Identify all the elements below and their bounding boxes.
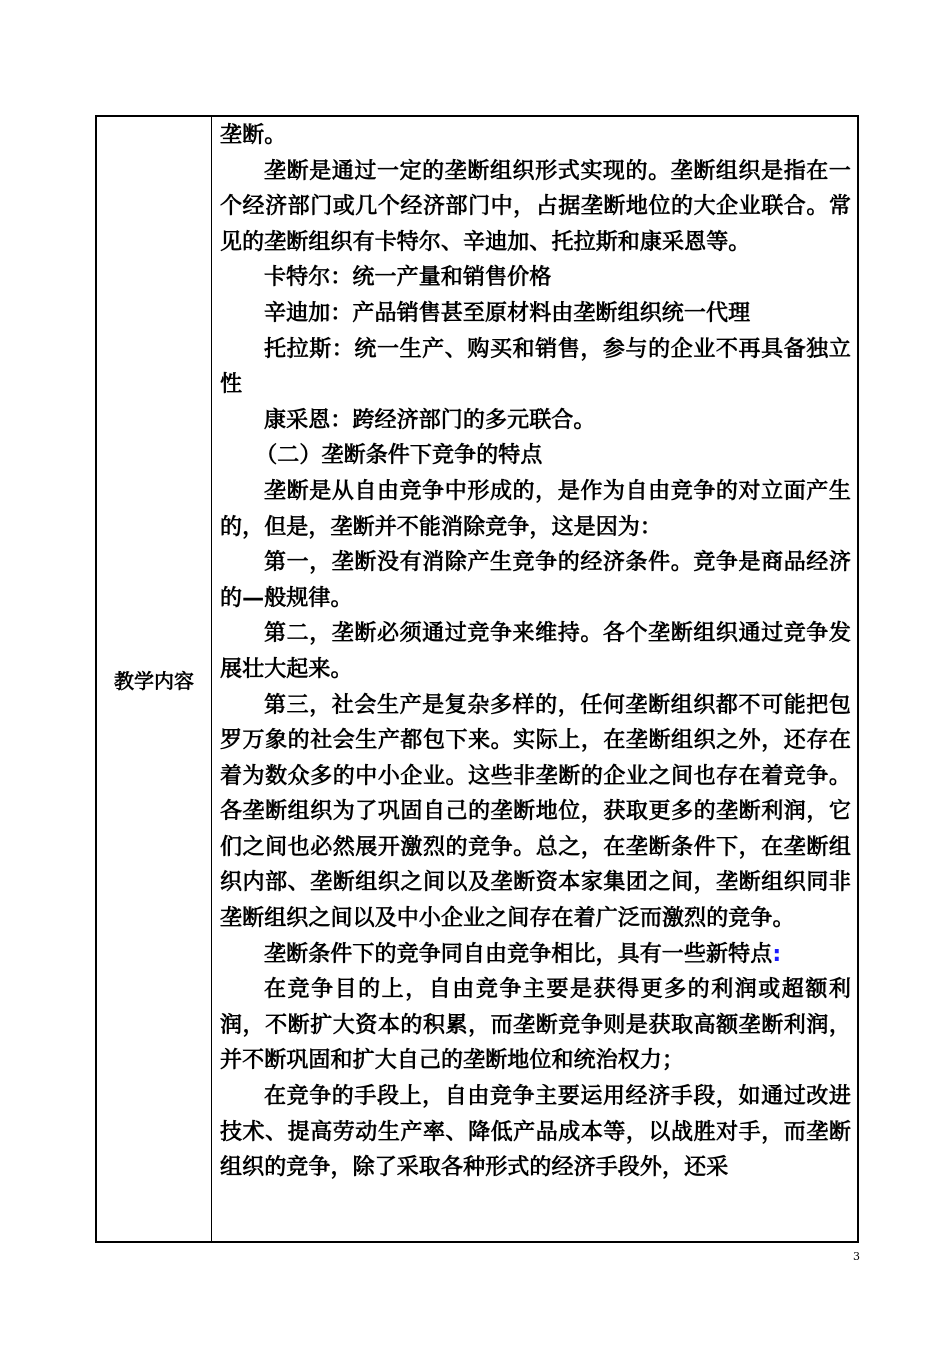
paragraph-2: 卡特尔：统一产量和销售价格 xyxy=(264,265,552,291)
accent-colon: : xyxy=(772,941,782,967)
section-heading: （二）垄断条件下竞争的特点 xyxy=(255,443,543,469)
paragraph-11 xyxy=(220,937,851,973)
paragraph-1: 垄断是通过一定的垄断组织形式实现的。垄断组织是指在一个经济部门或几个经济部门中，占据垄断地位的大企业联合。常见的垄断组织有卡特尔、辛迪加、托拉斯和康采恩等。 xyxy=(220,158,851,255)
label-cell xyxy=(97,117,212,1241)
paragraph-5: 康采恩：跨经济部门的多元联合。 xyxy=(264,407,596,433)
paragraph-0: 垄断。 xyxy=(220,123,287,148)
page-number: 3 xyxy=(853,1250,860,1263)
content-cell xyxy=(212,117,857,1241)
row-label: 教学内容 xyxy=(114,668,194,693)
paragraph-11-text: 垄断条件下的竞争同自由竞争相比，具有一些新特点 xyxy=(264,941,773,967)
paragraph-10: 第三，社会生产是复杂多样的，任何垄断组织都不可能把包罗万象的社会生产都包下来。实际上，在垄断组织之外，还存在着为数众多的中小企业。这些非垄断的企业之间也存在着竞争。各垄断组织为了巩固自己的垄断地位，获取更多的垄断利润，它们之间也必然展开激烈的竞争。总之，在垄断条件下，在垄断组织内部、垄断组织之间以及垄断资本家集团之间，垄断组织同非垄断组织之间以及中小企业之间存在着广泛而激烈的竞争。 xyxy=(220,692,851,932)
paragraph-3: 辛迪加：产品销售甚至原材料由垄断组织统一代理 xyxy=(264,300,751,326)
paragraph-7: 垄断是从自由竞争中形成的，是作为自由竞争的对立面产生的，但是，垄断并不能消除竞争，这是因为： xyxy=(220,478,851,540)
paragraph-4: 托拉斯：统一生产、购买和销售，参与的企业不再具备独立性 xyxy=(220,336,851,398)
paragraph-8: 第一，垄断没有消除产生竞争的经济条件。竞争是商品经济的—般规律。 xyxy=(220,550,851,611)
content-table xyxy=(95,115,859,1243)
paragraph-9: 第二，垄断必须通过竞争来维持。各个垄断组织通过竞争发展壮大起来。 xyxy=(220,621,851,682)
paragraph-13: 在竞争的手段上，自由竞争主要运用经济手段，如通过改进技术、提高劳动生产率、降低产品成本等，以战胜对手，而垄断组织的竞争，除了采取各种形式的经济手段外，还采 xyxy=(220,1084,851,1181)
paragraph-12: 在竞争目的上，自由竞争主要是获得更多的利润或超额利润，不断扩大资本的积累，而垄断竞争则是获取高额垄断利润，并不断巩固和扩大自己的垄断地位和统治权力； xyxy=(220,977,851,1074)
